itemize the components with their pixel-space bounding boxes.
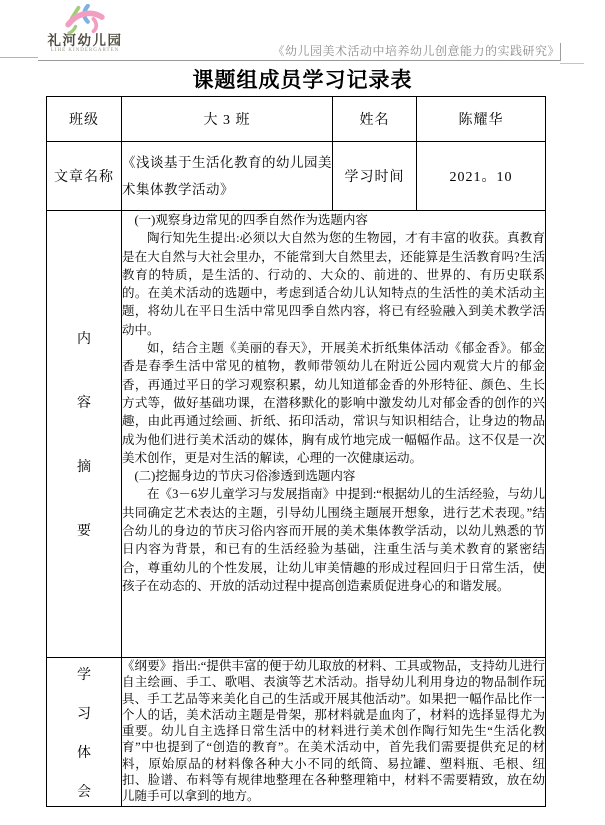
table-row (47, 97, 546, 142)
header-rule-tick (560, 43, 561, 61)
summary-label-char: 容 (77, 396, 91, 411)
name-value: 陈耀华 (417, 97, 546, 142)
logo-name-text: 礼河幼儿园 (47, 33, 123, 48)
summary-label-char: 要 (77, 524, 91, 539)
logo-subtitle-text: LIHE KINDERGARTEN (50, 48, 120, 53)
article-label: 文章名称 (47, 142, 122, 211)
reflection-label-char: 学 (77, 667, 91, 683)
table-row (47, 211, 546, 658)
header-project-title: 《幼儿园美术活动中培养幼儿创意能力的实践研究》 (272, 44, 560, 58)
summary-paragraph: 陶行知先生提出:必须以大自然为您的生物园，才有丰富的收获。真教育是在大自然与大社会里办，不能常到大自然里去，还能算是生活教育吗?生活教育的特质，是生活的、行动的、大众的、前进的、世界的、有历史联系的。在美术活动的选题中，考虑到适合幼儿认知特点的生活性的美术活动主题，将幼儿在平日生活中常见四季自然内容，将已有经验融入到美术教学活动中。 (122, 231, 545, 337)
table-row (47, 142, 546, 211)
table-row (47, 658, 546, 807)
name-label: 姓名 (333, 97, 417, 142)
reflection-paragraph: 《纲要》指出:“提供丰富的便于幼儿取放的材料、工具或物品，支持幼儿进行自主绘画、手工、歌唱、表演等艺术活动。指导幼儿利用身边的物品制作玩具、手工艺品等来美化自己的生活或开展其他活动”。如果把一幅作品比作一个人的话，美术活动主题是骨架，那材料就是血肉了，材料的选择显得尤为重要。幼儿自主选择日常生活中的材料进行美术创作陶行知先生“生活化教育”中也提到了“创造的教育”。在美术活动中，首先我们需要提供充足的材料，原始原品的材料像各种大小不同的纸筒、易拉罐、塑料瓶、毛根、纽扣、脸谱、布料等有规律地整理在各种整理箱中，材料不需要精致，放在幼儿随手可以拿到的地方。 (122, 659, 545, 804)
header-rule-left (0, 57, 38, 58)
summary-label-char: 内 (77, 332, 91, 347)
time-label: 学习时间 (333, 142, 417, 211)
page-title: 课题组成员学习记录表 (192, 68, 413, 92)
reflection-label-char: 习 (77, 706, 91, 722)
reflection-label-char: 体 (77, 745, 91, 761)
reflection-label (47, 658, 122, 807)
article-value: 《浅谈基于生活化教育的幼儿园美术集体教学活动》 (122, 142, 333, 211)
summary-paragraph: (二)挖掘身边的节庆习俗渗透到选题内容 (134, 469, 356, 484)
summary-content (122, 211, 546, 658)
time-value: 2021。10 (417, 142, 546, 211)
kindergarten-logo (42, 4, 128, 54)
summary-paragraph: 如，结合主题《美丽的春天》，开展美术折纸集体活动《郁金香》。郁金香是春季生活中常见的植物，教师带领幼儿在附近公园内观赏大片的郁金香，再通过平日的学习观察积累，幼儿知道郁金香的外形特征、颜色、生长方式等，做好基础功课，在潜移默化的影响中激发幼儿对郁金香的创作的兴趣，由此再通过绘画、折纸、拓印活动，常识与知识相结合，让身边的物品成为他们进行美术活动的媒体，胸有成竹地完成一幅幅作品。这不仅是一次美术创作，更是对生活的解读，心理的一次健康运动。 (122, 341, 545, 465)
summary-paragraph: (一)观察身边常见的四季自然作为选题内容 (134, 213, 368, 227)
study-record-table (46, 96, 546, 807)
reflection-label-char: 会 (77, 784, 91, 800)
header-rule (38, 60, 560, 61)
summary-paragraph: 在《3－6岁儿童学习与发展指南》中提到:“根据幼儿的生活经验，与幼儿共同确定艺术表达的主题，引导幼儿围绕主题展开想象，进行艺术表现。”结合幼儿的身边的节庆习俗内容而开展的美术集体教学活动，以幼儿熟悉的节日内容为背景，和已有的生活经验为基础，注重生活与美术教育的紧密结合，尊重幼儿的个性发展，让幼儿审美情趣的形成过程回归于日常生活，使孩子在动态的、开放的活动过程中提高创造素质促进身心的和谐发展。 (122, 487, 545, 593)
reflection-content (122, 658, 546, 807)
summary-label-char: 摘 (77, 460, 91, 475)
class-value: 大 3 班 (122, 97, 333, 142)
kindergarten-logo-icon (65, 4, 105, 34)
class-label: 班级 (47, 97, 122, 142)
summary-label (47, 211, 122, 658)
